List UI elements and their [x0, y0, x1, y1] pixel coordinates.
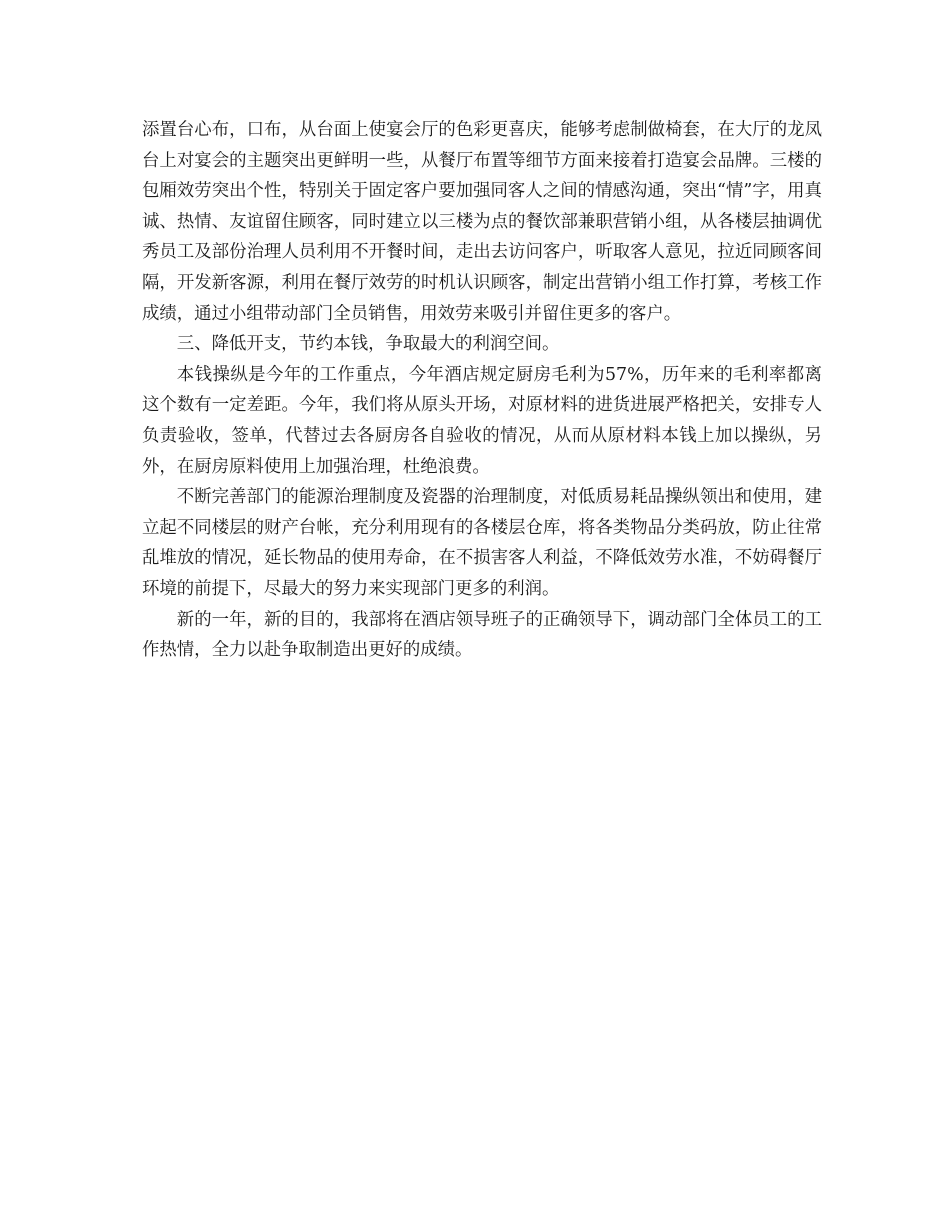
paragraph-cost-control: 本钱操纵是今年的工作重点，今年酒店规定厨房毛利为57%，历年来的毛利率都离这个数有一定差距。今年，我们将从原头开场，对原材料的进货进展严格把关，安排专人负责验收，签单，代替过去各厨房各自验收的情况，从而从原材料本钱上加以操纵，另外，在厨房原料使用上加强治理，杜绝浪费。: [142, 364, 822, 477]
section-heading-cost-reduction: 三、降低开支，节约本钱，争取最大的利润空间。: [176, 334, 560, 355]
paragraph-new-year-goal: 新的一年，新的目的，我部将在酒店领导班子的正确领导下，调动部门全体员工的工作热情，全力以赴争取制造出更好的成绩。: [142, 609, 822, 661]
paragraph-banquet-branding: 添置台心布，口布，从台面上使宴会厅的色彩更喜庆，能够考虑制做椅套，在大厅的龙凤台上对宴会的主题突出更鲜明一些，从餐厅布置等细节方面来接着打造宴会品牌。三楼的包厢效劳突出个性，特别关于固定客户要加强同客人之间的情感沟通，突出“情”字，用真诚、热情、友谊留住顾客，同时建立以三楼为点的餐饮部兼职营销小组，从各楼层抽调优秀员工及部份治理人员利用不开餐时间，走出去访问客户，听取客人意见，拉近同顾客间隔，开发新客源，利用在餐厅效劳的时机认识顾客，制定出营销小组工作打算，考核工作成绩，通过小组带动部门全员销售，用效劳来吸引并留住更多的客户。: [142, 120, 822, 324]
document-body: [142, 115, 822, 666]
paragraph-management-system: 不断完善部门的能源治理制度及瓷器的治理制度，对低质易耗品操纵领出和使用，建立起不同楼层的财产台帐，充分利用现有的各楼层仓库，将各类物品分类码放，防止往常乱堆放的情况，延长物品的使用寿命，在不损害客人利益，不降低效劳水准，不妨碍餐厅环境的前提下，尽最大的努力来实现部门更多的利润。: [142, 487, 822, 599]
